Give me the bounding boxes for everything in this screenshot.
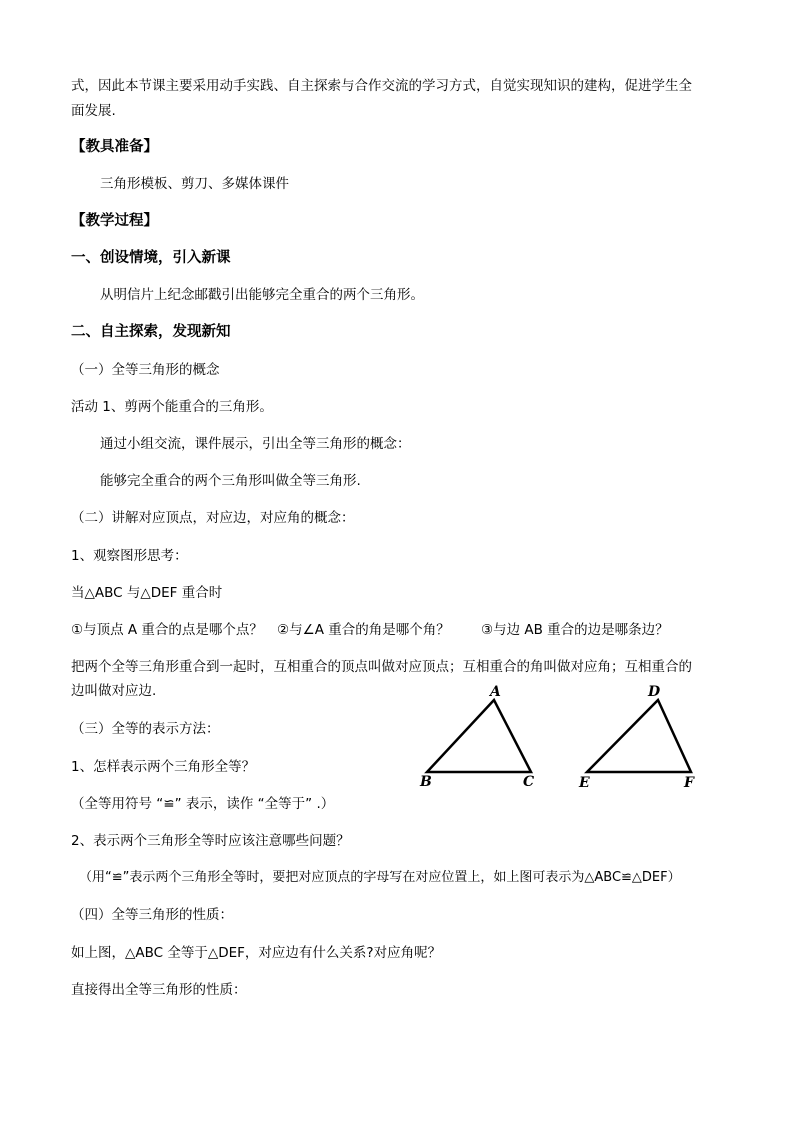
question-2: ②与∠A 重合的角是哪个角？: [277, 622, 450, 638]
prep-heading: 【教具准备】: [71, 139, 158, 155]
property-conclusion: 直接得出全等三角形的性质：: [71, 982, 247, 998]
activity-1-text-b: 能够完全重合的两个三角形叫做全等三角形.: [100, 473, 361, 489]
triangle-abc: [427, 700, 531, 772]
definition-line-1: 把两个全等三角形重合到一起时，互相重合的顶点叫做对应顶点；互相重合的角叫做对应角；互相重合的: [71, 659, 692, 675]
intro-line-2: 面发展.: [71, 103, 116, 119]
part-2-title: （二）讲解对应顶点，对应边，对应角的概念：: [71, 510, 355, 526]
activity-1-text-a: 通过小组交流，课件展示，引出全等三角形的概念：: [100, 436, 411, 452]
vertex-label-c: C: [523, 774, 535, 790]
vertex-label-e: E: [579, 775, 590, 791]
congruent-triangles-figure: [410, 682, 710, 797]
section-1-title: 一、创设情境，引入新课: [71, 250, 231, 266]
caution-question: 2、表示两个三角形全等时应该注意哪些问题？: [71, 833, 350, 849]
notation-question: 1、怎样表示两个三角形全等？: [71, 759, 256, 775]
part-4-title: （四）全等三角形的性质：: [71, 907, 233, 923]
intro-line-1: 式，因此本节课主要采用动手实践、自主探索与合作交流的学习方式，自觉实现知识的建构，促进学生全: [71, 78, 692, 94]
triangle-def: [587, 700, 691, 772]
observe-heading: 1、观察图形思考：: [71, 548, 188, 564]
overlap-condition: 当△ABC 与△DEF 重合时: [71, 585, 223, 601]
vertex-label-b: B: [420, 774, 432, 790]
caution-answer: （用“≌”表示两个三角形全等时，要把对应顶点的字母写在对应位置上，如上图可表示为△ABC≌△DEF）: [79, 870, 681, 885]
activity-1: 活动 1、剪两个能重合的三角形。: [71, 399, 273, 415]
section-2-title: 二、自主探索，发现新知: [71, 324, 231, 340]
question-3: ③与边 AB 重合的边是哪条边？: [481, 622, 669, 638]
question-1: ①与顶点 A 重合的点是哪个点？: [71, 622, 263, 638]
prep-content: 三角形模板、剪刀、多媒体课件: [100, 176, 289, 192]
notation-answer: （全等用符号 “≌” 表示，读作 “全等于” .）: [71, 796, 335, 812]
vertex-label-f: F: [684, 775, 694, 791]
definition-line-2: 边叫做对应边.: [71, 683, 157, 699]
part-3-title: （三）全等的表示方法：: [71, 721, 220, 737]
process-heading: 【教学过程】: [71, 213, 158, 229]
vertex-label-a: A: [490, 684, 501, 700]
property-question: 如上图，△ABC 全等于△DEF，对应边有什么关系?对应角呢？: [71, 945, 442, 961]
part-1-title: （一）全等三角形的概念: [71, 362, 220, 378]
section-1-text: 从明信片上纪念邮戳引出能够完全重合的两个三角形。: [100, 287, 424, 303]
vertex-label-d: D: [648, 684, 661, 700]
